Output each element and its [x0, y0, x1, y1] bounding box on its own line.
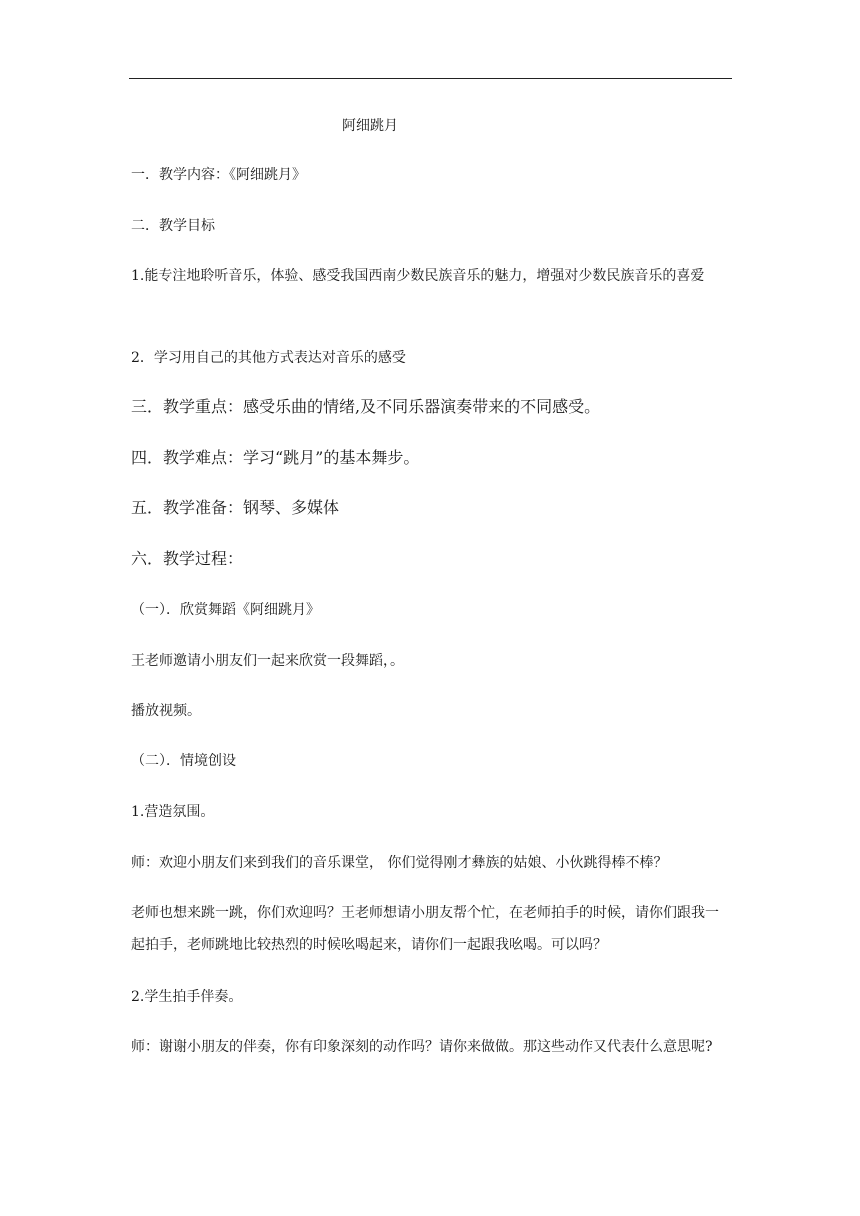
section-process: 六．教学过程：	[131, 549, 244, 568]
paragraph-teacher-welcome: 师：欢迎小朋友们来到我们的音乐课堂， 你们觉得刚才彝族的姑娘、小伙跳得棒不棒？	[131, 855, 668, 871]
goal-1: 1.能专注地聆听音乐，体验、感受我国西南少数民族音乐的魅力，增强对少数民族音乐的喜爱	[131, 268, 705, 284]
paragraph-invitation: 王老师邀请小朋友们一起来欣赏一段舞蹈，。	[131, 653, 404, 669]
paragraph-teacher-thanks: 师：谢谢小朋友的伴奏，你有印象深刻的动作吗？请你来做做。那这些动作又代表什么意思呢?	[131, 1039, 713, 1055]
header-rule	[129, 78, 732, 79]
paragraph-teacher-dance: 老师也想来跳一跳，你们欢迎吗？王老师想请小朋友帮个忙，在老师拍手的时候，请你们跟我一起拍手，老师跳地比较热烈的时候吆喝起来，请你们一起跟我吆喝。可以吗？	[131, 905, 719, 953]
section-preparation: 五．教学准备：钢琴、多媒体	[131, 498, 340, 517]
subsection-appreciation: （一）．欣赏舞蹈《阿细跳月》	[131, 602, 320, 618]
paragraph-play-video: 播放视频。	[131, 703, 201, 719]
goal-2: 2．学习用自己的其他方式表达对音乐的感受	[131, 350, 406, 366]
section-difficulties: 四．教学难点：学习“跳月”的基本舞步。	[131, 448, 420, 467]
subsection-scenario: （二）．情境创设	[131, 753, 236, 769]
section-teaching-goals: 二．教学目标	[131, 218, 215, 234]
step-1: 1.营造氛围。	[131, 804, 215, 820]
document-title: 阿细跳月	[342, 118, 398, 134]
step-2: 2.学生拍手伴奏。	[131, 989, 243, 1005]
section-teaching-content: 一．教学内容：《阿细跳月》	[131, 167, 306, 183]
section-key-points: 三．教学重点：感受乐曲的情绪,及不同乐器演奏带来的不同感受。	[131, 397, 601, 416]
